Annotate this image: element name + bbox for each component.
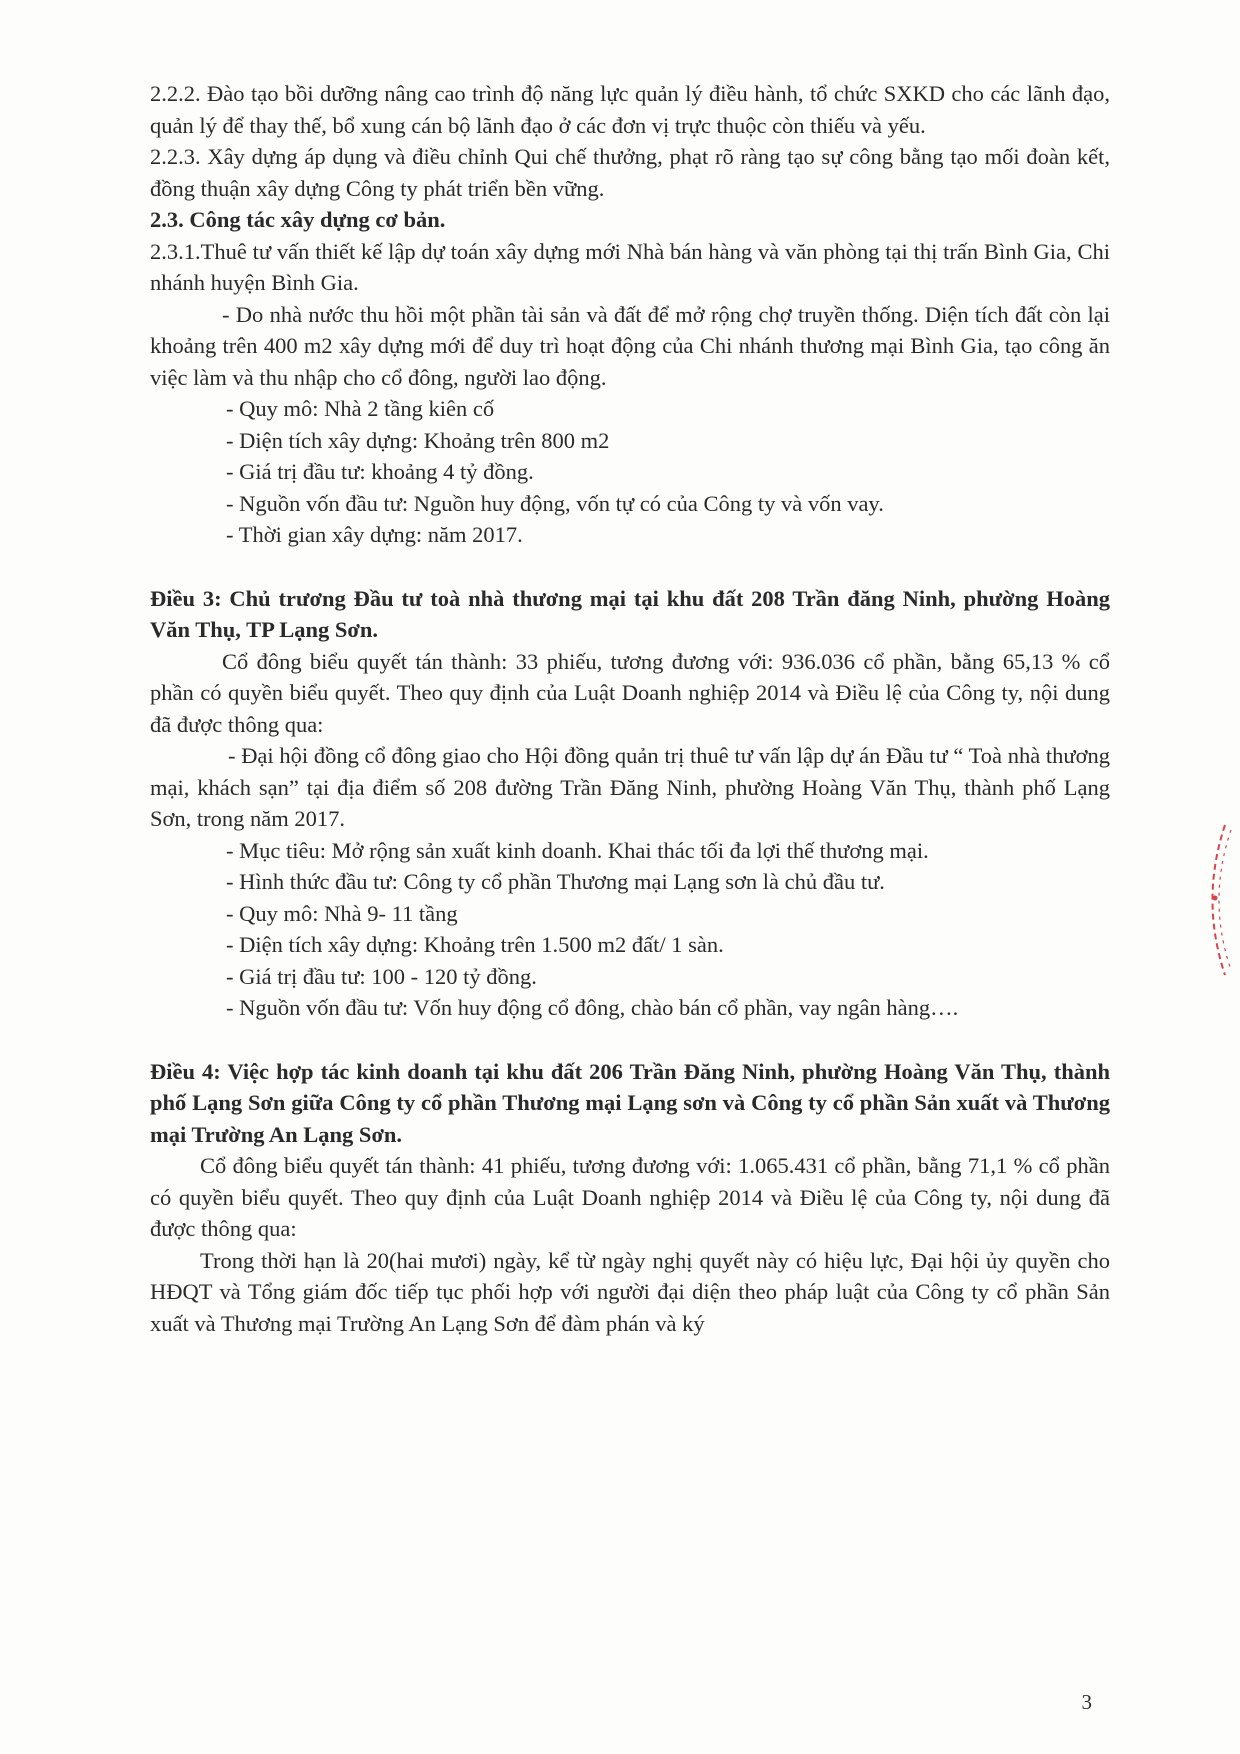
list-item: - Mục tiêu: Mở rộng sản xuất kinh doanh. Khai thác tối đa lợi thế thương mại.: [226, 837, 929, 863]
heading-2-3: 2.3. Công tác xây dựng cơ bản.: [150, 207, 446, 232]
stamp-edge-icon: [1195, 820, 1235, 980]
article-3-vote: Cổ đông biểu quyết tán thành: 33 phiếu, tương đương với: 936.036 cổ phần, bằng 65,13 % cổ phần có quyền biểu quyết. Theo quy định của Luật Doanh nghiệp 2014 và Điều lệ của Công ty, nội dung đã được thông qua:: [150, 648, 1110, 737]
list-item: - Giá trị đầu tư: 100 - 120 tỷ đồng.: [226, 963, 537, 989]
list-item: - Diện tích xây dựng: Khoảng trên 1.500 m2 đất/ 1 sàn.: [226, 932, 724, 957]
paragraph-2-3-reason: - Do nhà nước thu hồi một phần tài sản và đất để mở rộng chợ truyền thống. Diện tích đất còn lại khoảng trên 400 m2 xây dựng mới để duy trì hoạt động của Chi nhánh thương mại Bình Gia, tạo công ăn việc làm và thu nhập cho cổ đông, người lao động.: [150, 301, 1110, 390]
article-4-vote: Cổ đông biểu quyết tán thành: 41 phiếu, tương đương với: 1.065.431 cổ phần, bằng 71,1 % cổ phần có quyền biểu quyết. Theo quy định của Luật Doanh nghiệp 2014 và Điều lệ của Công ty, nội dung đã được thông qua:: [150, 1153, 1110, 1241]
paragraph-2-2-3: 2.2.3. Xây dựng áp dụng và điều chỉnh Qui chế thưởng, phạt rõ ràng tạo sự công bằng tạo mối đoàn kết, đồng thuận xây dựng Công ty phát triển bền vững.: [150, 144, 1110, 201]
article-3-resolution: - Đại hội đồng cổ đông giao cho Hội đồng quản trị thuê tư vấn lập dự án Đầu tư “ Toà nhà thương mại, khách sạn” tại địa điểm số 208 đường Trần Đăng Ninh, phường Hoàng Văn Thụ, thành phố Lạng Sơn, trong năm 2017.: [150, 743, 1110, 831]
page-number: 3: [1081, 1690, 1092, 1714]
list-item: - Quy mô: Nhà 2 tầng kiên cố: [226, 396, 495, 421]
document-page: [150, 78, 1110, 1339]
list-item: - Nguồn vốn đầu tư: Nguồn huy động, vốn tự có của Công ty và vốn vay.: [226, 490, 884, 516]
list-item: - Giá trị đầu tư: khoảng 4 tỷ đồng.: [226, 459, 534, 484]
paragraph-2-3-1: 2.3.1.Thuê tư vấn thiết kế lập dự toán xây dựng mới Nhà bán hàng và văn phòng tại thị trấn Bình Gia, Chi nhánh huyện Bình Gia.: [150, 238, 1110, 295]
article-4-resolution: Trong thời hạn là 20(hai mươi) ngày, kể từ ngày nghị quyết này có hiệu lực, Đại hội ủy quyền cho HĐQT và Tổng giám đốc tiếp tục phối hợp với người đại diện theo pháp luật của Công ty cổ phần Sản xuất và Thương mại Trường An Lạng Sơn để đàm phán và ký: [150, 1247, 1110, 1336]
list-item: - Hình thức đầu tư: Công ty cổ phần Thương mại Lạng sơn là chủ đầu tư.: [226, 869, 885, 894]
article-3-heading: Điều 3: Chủ trương Đầu tư toà nhà thương mại tại khu đất 208 Trần đăng Ninh, phường Hoàng Văn Thụ, TP Lạng Sơn.: [150, 585, 1110, 642]
list-item: - Thời gian xây dựng: năm 2017.: [226, 522, 523, 547]
article-4-heading: Điều 4: Việc hợp tác kinh doanh tại khu đất 206 Trần Đăng Ninh, phường Hoàng Văn Thụ, thành phố Lạng Sơn giữa Công ty cổ phần Thương mại Lạng sơn và Công ty cổ phần Sản xuất và Thương mại Trường An Lạng Sơn.: [150, 1058, 1110, 1147]
list-item: - Quy mô: Nhà 9- 11 tầng: [226, 900, 458, 926]
list-item: - Diện tích xây dựng: Khoảng trên 800 m2: [226, 427, 610, 453]
paragraph-2-2-2: 2.2.2. Đào tạo bồi dưỡng nâng cao trình độ năng lực quản lý điều hành, tổ chức SXKD cho các lãnh đạo, quản lý để thay thế, bổ xung cán bộ lãnh đạo ở các đơn vị trực thuộc còn thiếu và yếu.: [150, 81, 1110, 138]
list-item: - Nguồn vốn đầu tư: Vốn huy động cổ đông, chào bán cổ phần, vay ngân hàng….: [226, 995, 959, 1020]
